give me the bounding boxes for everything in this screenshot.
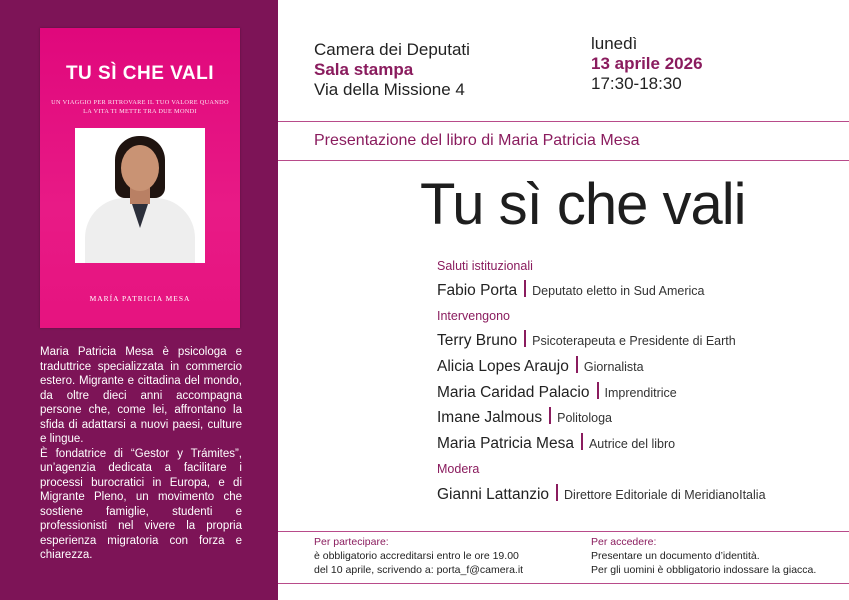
book-title: TU SÌ CHE VALI xyxy=(65,63,215,84)
venue-address: Via della Missione 4 xyxy=(314,80,465,99)
book-subtitle: UN VIAGGIO PER RITROVARE IL TUO VALORE QUANDO LA VITA TI METTE TRA DUE MONDI xyxy=(51,99,229,115)
separator-bar xyxy=(524,280,526,297)
section-moderator: Modera xyxy=(437,462,480,476)
venue-block xyxy=(314,40,470,100)
person-name: Alicia Lopes Araujo xyxy=(437,358,569,375)
greeter-row xyxy=(437,280,704,300)
event-title: Tu sì che vali xyxy=(420,172,746,237)
venue-institution: Camera dei Deputati xyxy=(314,40,470,59)
separator-bar xyxy=(556,484,558,501)
access-line-1: Presentare un documento d’identità. xyxy=(591,550,760,562)
divider-footer-bottom xyxy=(278,583,849,584)
speaker-row xyxy=(437,382,677,402)
speaker-row xyxy=(437,407,612,427)
person-name: Gianni Lattanzio xyxy=(437,486,550,503)
separator-bar xyxy=(576,356,578,373)
book-cover xyxy=(40,28,240,328)
person-role: Politologa xyxy=(557,411,613,425)
divider-title xyxy=(278,160,849,161)
presentation-line: Presentazione del libro di Maria Patricia Mesa xyxy=(314,132,640,149)
venue-room: Sala stampa xyxy=(314,60,414,79)
speaker-row xyxy=(437,356,644,376)
person-name: Terry Bruno xyxy=(437,332,518,349)
access-line-2: Per gli uomini è obbligatorio indossare la giacca. xyxy=(591,564,817,576)
person-name: Imane Jalmous xyxy=(437,409,543,426)
bio-paragraph-2: È fondatrice di “Gestor y Trámites”, un’agenzia dedicata a facilitare i processi burocratici in Europa, e di Migrante Pleno, un movimento che sostiene famiglie, studenti e professionisti nel vivere la propria esperienza migratoria con forza e chiarezza. xyxy=(40,447,242,561)
participation-label: Per partecipare: xyxy=(314,536,389,548)
separator-bar xyxy=(581,433,583,450)
person-role: Giornalista xyxy=(583,360,644,374)
person-role: Autrice del libro xyxy=(588,437,676,451)
divider-top xyxy=(278,121,849,122)
author-bio xyxy=(40,345,242,563)
book-author: MARÍA PATRICIA MESA xyxy=(89,294,191,303)
date-day: 13 aprile 2026 xyxy=(591,54,703,73)
person-name: Fabio Porta xyxy=(437,282,518,299)
access-label: Per accedere: xyxy=(591,536,657,548)
person-role: Direttore Editoriale di MeridianoItalia xyxy=(564,488,766,502)
person-role: Deputato eletto in Sud America xyxy=(532,284,705,298)
section-greetings: Saluti istituzionali xyxy=(437,259,533,273)
person-name: Maria Caridad Palacio xyxy=(437,384,590,401)
participation-info xyxy=(314,535,523,577)
person-name: Maria Patricia Mesa xyxy=(437,435,574,452)
access-info xyxy=(591,535,816,577)
section-speakers: Intervengono xyxy=(437,309,510,323)
divider-footer-top xyxy=(278,531,849,532)
date-block xyxy=(591,34,703,94)
person-role: Psicoterapeuta e Presidente di Earth xyxy=(532,334,736,348)
speaker-row xyxy=(437,330,736,350)
date-weekday: lunedì xyxy=(591,34,638,53)
separator-bar xyxy=(524,330,526,347)
separator-bar xyxy=(549,407,551,424)
author-photo xyxy=(75,128,205,263)
participation-line-2: del 10 aprile, scrivendo a: porta_f@camera.it xyxy=(314,564,524,576)
moderator-row xyxy=(437,484,766,504)
speaker-row xyxy=(437,433,675,453)
sidebar-panel xyxy=(0,0,278,600)
person-role: Imprenditrice xyxy=(604,386,677,400)
separator-bar xyxy=(597,382,599,399)
date-time: 17:30-18:30 xyxy=(591,74,682,93)
participation-line-1: è obbligatorio accreditarsi entro le ore 19.00 xyxy=(314,550,519,562)
bio-paragraph-1: Maria Patricia Mesa è psicologa e traduttrice specializzata in commercio estero. Migrante e cittadina del mondo, da oltre dieci anni accompagna persone che, come lei, affrontano la sfida di adattarsi a nuovi paesi, culture e lingue. xyxy=(40,346,242,445)
